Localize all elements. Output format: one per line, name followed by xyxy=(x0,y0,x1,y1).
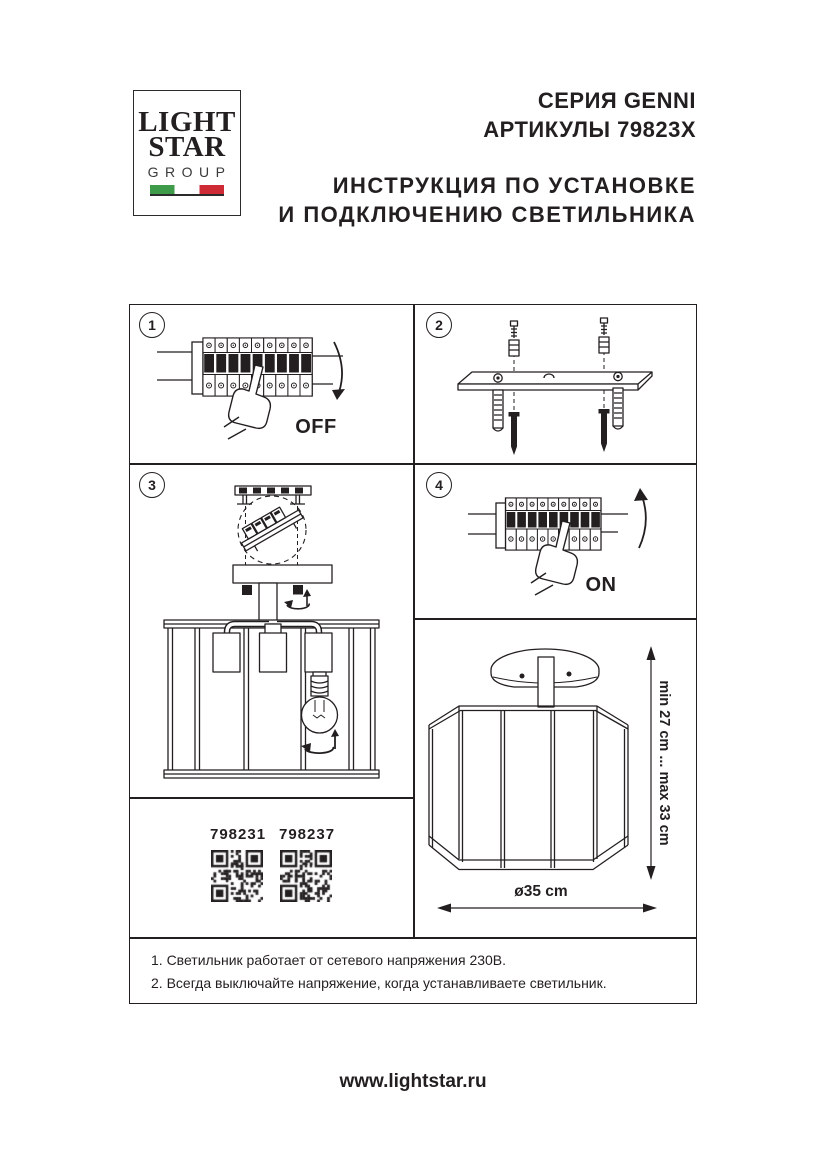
step4-number-badge: 4 xyxy=(426,472,452,498)
logo-word-star: STAR xyxy=(148,131,226,163)
off-label: OFF xyxy=(295,416,337,438)
qr-panel xyxy=(129,798,413,937)
ceiling-screw-icon xyxy=(509,409,610,455)
italian-flag-icon xyxy=(150,185,224,196)
page-title xyxy=(278,171,696,229)
notes-panel xyxy=(129,938,717,1013)
article-number-798231: 798231 xyxy=(210,826,267,843)
articles-title: АРТИКУЛЫ 79823X xyxy=(483,117,696,142)
logo-word-light: LIGHT xyxy=(138,106,236,138)
note-power-off: 2. Всегда выключайте напряжение, когда устанавливаете светильник. xyxy=(151,975,607,991)
height-dimension-label: min 27 cm ... max 33 cm xyxy=(656,680,672,846)
mounting-plate-illustration xyxy=(414,304,696,463)
step1-panel xyxy=(129,304,413,463)
header-series-block xyxy=(483,86,696,144)
instruction-title-line1: ИНСТРУКЦИЯ ПО УСТАНОВКЕ xyxy=(332,173,696,198)
dimensions-panel xyxy=(414,619,696,937)
step2-panel xyxy=(414,304,696,463)
breaker-off-illustration xyxy=(129,304,413,463)
step3-panel xyxy=(129,464,413,797)
on-label: ON xyxy=(585,574,617,596)
website-url: www.lightstar.ru xyxy=(339,1071,487,1092)
diameter-dimension-label: ø35 cm xyxy=(514,883,568,900)
qr-code-798237 xyxy=(280,850,332,902)
breaker-on-illustration xyxy=(414,464,696,618)
step3-number-badge: 3 xyxy=(139,472,165,498)
lightstar-logo xyxy=(133,90,241,216)
qr-code-798231 xyxy=(211,850,263,902)
logo-word-group: GROUP xyxy=(147,164,232,180)
instruction-title-line2: И ПОДКЛЮЧЕНИЮ СВЕТИЛЬНИКА xyxy=(278,202,696,227)
step1-number-badge: 1 xyxy=(139,312,165,338)
article-number-798237: 798237 xyxy=(279,826,336,843)
lamp-assembly-illustration xyxy=(129,464,413,797)
step4-panel xyxy=(414,464,696,618)
arrow-down-curve xyxy=(334,342,342,392)
step2-number-badge: 2 xyxy=(426,312,452,338)
note-voltage: 1. Светильник работает от сетевого напряжения 230В. xyxy=(151,952,507,968)
arrow-up-curve xyxy=(639,496,646,548)
series-title: СЕРИЯ GENNI xyxy=(537,88,696,113)
